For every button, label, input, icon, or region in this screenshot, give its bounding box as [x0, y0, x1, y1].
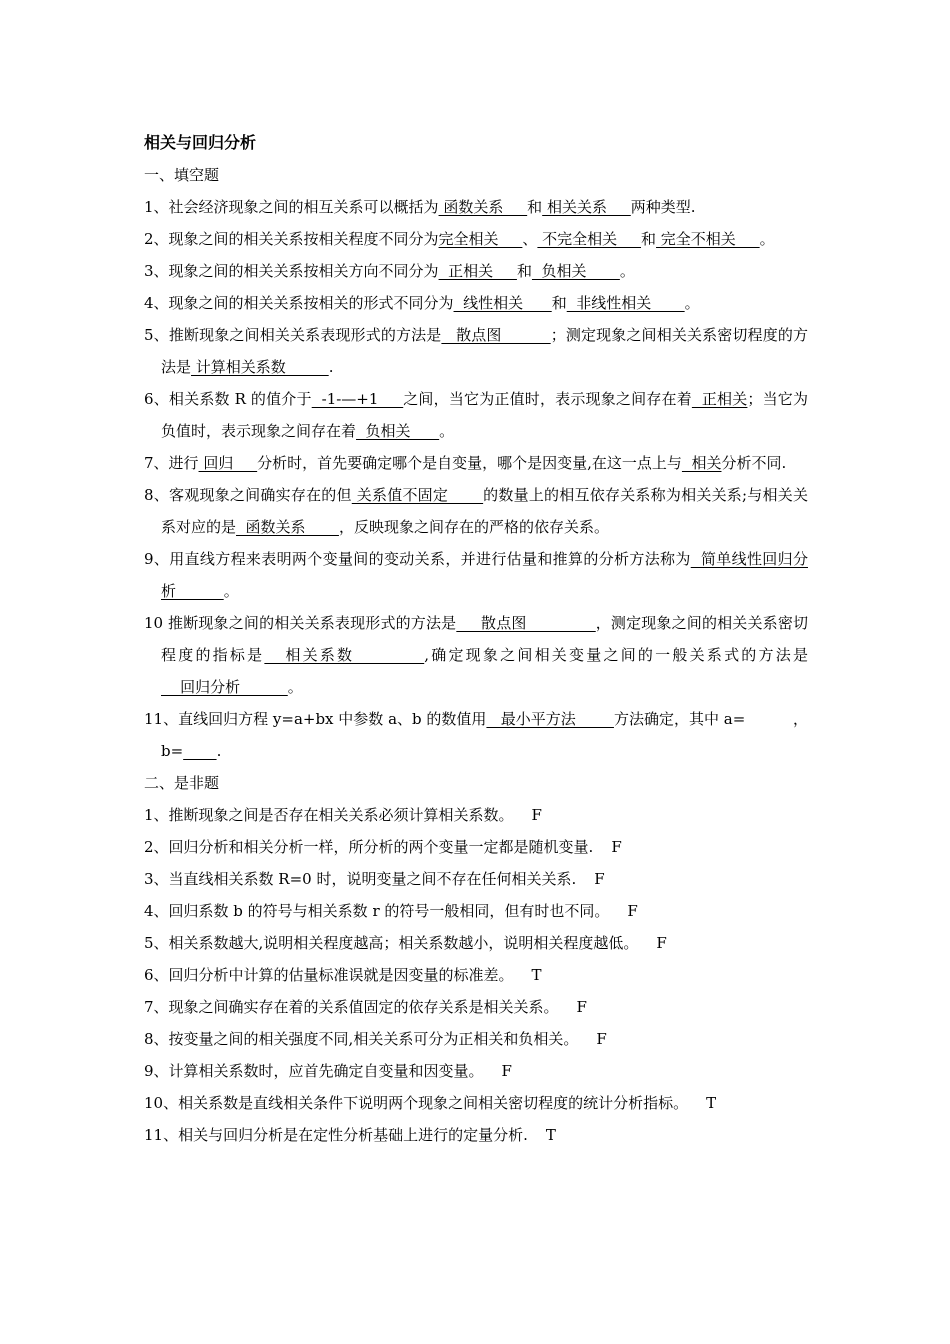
- question-text: 1、推断现象之间是否存在相关关系必须计算相关系数。: [144, 806, 514, 824]
- answer-blank: 正相关: [691, 390, 748, 408]
- tf-answer: T: [545, 1126, 556, 1144]
- question-text: 8、按变量之间的相关强度不同,相关关系可分为正相关和负相关。: [144, 1030, 579, 1048]
- tf-question-5: [144, 927, 808, 959]
- answer-blank: 计算相关系数: [191, 358, 329, 376]
- question-text: 。: [287, 678, 303, 696]
- tf-answer: F: [576, 998, 587, 1016]
- fill-question-6: [144, 383, 808, 447]
- answer-blank: 线性相关: [453, 294, 552, 312]
- question-text: 9、用直线方程来表明两个变量间的变动关系，并进行估量和推算的分析方法称为: [144, 550, 691, 568]
- question-text: 2、回归分析和相关分析一样，所分析的两个变量一定都是随机变量.: [144, 838, 594, 856]
- tf-question-11: [144, 1119, 808, 1151]
- question-text: ，测定现象之间的相关关系密切程度的指标是: [161, 614, 808, 664]
- fill-question-11: [144, 703, 808, 767]
- answer-blank: 非线性相关: [566, 294, 685, 312]
- question-text: 两种类型.: [630, 198, 696, 216]
- fill-question-7: [144, 447, 808, 479]
- question-text: ；测定现象之间相关关系密切程度的方法是: [161, 326, 808, 376]
- question-text: 之间，当它为正值时，表示现象之间存在着: [403, 390, 692, 408]
- question-text: 和: [527, 198, 543, 216]
- tf-question-3: [144, 863, 808, 895]
- tf-answer: F: [611, 838, 622, 856]
- question-text: 3、当直线相关系数 R=0 时，说明变量之间不存在任何相关关系.: [144, 870, 577, 888]
- tf-answer: F: [627, 902, 638, 920]
- answer-blank: 负相关: [356, 422, 440, 440]
- tf-answer: T: [531, 966, 542, 984]
- question-text: 和: [516, 262, 532, 280]
- question-text: 分析时，首先要确定哪个是自变量，哪个是因变量,在这一点上与: [257, 454, 682, 472]
- document-title: 相关与回归分析: [144, 133, 257, 152]
- question-text: 分析不同.: [721, 454, 787, 472]
- question-text: 11、直线回归方程 y=a+bx 中参数 a、b 的数值用: [144, 710, 487, 728]
- tf-question-8: [144, 1023, 808, 1055]
- question-text: .: [328, 358, 334, 376]
- answer-blank: 回归: [198, 454, 258, 472]
- question-text: 10、相关系数是直线相关条件下说明两个现象之间相关密切程度的统计分析指标。: [144, 1094, 689, 1112]
- question-text: 6、相关系数 R 的值介于: [144, 390, 312, 408]
- tf-answer: T: [706, 1094, 717, 1112]
- answer-blank: 相关关系: [542, 198, 631, 216]
- question-text: ，反映现象之间存在的严格的依存关系。: [338, 518, 609, 536]
- fill-question-8: [144, 479, 808, 543]
- question-text: 3、现象之间的相关关系按相关方向不同分为: [144, 262, 439, 280]
- answer-blank: 函数关系: [438, 198, 528, 216]
- question-text: 6、回归分析中计算的估量标准误就是因变量的标准差。: [144, 966, 514, 984]
- question-text: ,确定现象之间相关变量之间的一般关系式的方法是: [424, 646, 808, 664]
- answer-blank: 回归分析: [161, 678, 288, 696]
- question-text: 。: [619, 262, 635, 280]
- answer-blank: 正相关: [438, 262, 517, 280]
- fill-question-5: [144, 319, 808, 383]
- answer-blank: 相关: [681, 454, 722, 472]
- tf-answer: F: [656, 934, 667, 952]
- answer-blank: 最小平方法: [486, 710, 614, 728]
- tf-question-9: [144, 1055, 808, 1087]
- answer-blank: -1-—+1: [311, 390, 404, 408]
- tf-question-10: [144, 1087, 808, 1119]
- question-text: 7、现象之间确实存在着的关系值固定的依存关系是相关关系。: [144, 998, 559, 1016]
- question-text: 和: [551, 294, 567, 312]
- document-page: [144, 127, 808, 1151]
- answer-blank: [183, 742, 216, 760]
- answer-blank: 散点图: [441, 326, 551, 344]
- fill-question-2: [144, 223, 808, 255]
- tf-question-2: [144, 831, 808, 863]
- fill-question-10: [144, 607, 808, 703]
- true-false-list: [144, 799, 808, 1151]
- question-text: 11、相关与回归分析是在定性分析基础上进行的定量分析.: [144, 1126, 528, 1144]
- tf-answer: F: [594, 870, 605, 888]
- tf-question-4: [144, 895, 808, 927]
- question-text: 。: [684, 294, 700, 312]
- question-text: 4、回归系数 b 的符号与相关系数 r 的符号一般相同，但有时也不同。: [144, 902, 610, 920]
- question-text: 10 推断现象之间的相关关系表现形式的方法是: [144, 614, 457, 632]
- tf-question-1: [144, 799, 808, 831]
- question-text: 。: [223, 582, 239, 600]
- fill-question-3: [144, 255, 808, 287]
- question-text: 1、社会经济现象之间的相互关系可以概括为: [144, 198, 439, 216]
- question-text: 5、推断现象之间相关关系表现形式的方法是: [144, 326, 442, 344]
- answer-blank: 不完全相关: [537, 230, 642, 248]
- question-text: ；当它为负值时，表示现象之间存在着: [161, 390, 809, 440]
- tf-question-7: [144, 991, 808, 1023]
- question-text: 5、相关系数越大,说明相关程度越高；相关系数越小，说明相关程度越低。: [144, 934, 639, 952]
- tf-section-header: 二、是非题: [144, 774, 220, 792]
- question-text: 。: [439, 422, 455, 440]
- answer-blank: 相关系数: [264, 646, 425, 664]
- question-text: 的数量上的相互依存关系称为相关关系;与相关关系对应的是: [161, 486, 808, 536]
- fill-section-header: 一、填空题: [144, 166, 220, 184]
- answer-blank: 关系值不固定: [351, 486, 484, 504]
- question-text: 2、现象之间的相关关系按相关程度不同分为: [144, 230, 439, 248]
- answer-blank: 负相关: [531, 262, 620, 280]
- question-text: 9、计算相关系数时，应首先确定自变量和因变量。: [144, 1062, 484, 1080]
- fill-question-4: [144, 287, 808, 319]
- answer-blank: 散点图: [456, 614, 596, 632]
- question-text: 7、进行: [144, 454, 199, 472]
- tf-question-6: [144, 959, 808, 991]
- fill-question-1: [144, 191, 808, 223]
- tf-answer: F: [596, 1030, 607, 1048]
- question-text: 方法确定，其中 a= ，b=: [161, 710, 808, 760]
- answer-blank: 简单线性回归分析: [161, 550, 808, 600]
- answer-blank: 函数关系: [236, 518, 339, 536]
- fill-question-9: [144, 543, 808, 607]
- question-text: 和: [641, 230, 657, 248]
- question-text: 、: [522, 230, 538, 248]
- question-text: 8、客观现象之间确实存在的但: [144, 486, 352, 504]
- tf-answer: F: [501, 1062, 512, 1080]
- answer-blank: 完全不相关: [656, 230, 760, 248]
- answer-blank: 完全相关: [438, 230, 523, 248]
- question-text: 4、现象之间的相关关系按相关的形式不同分为: [144, 294, 454, 312]
- tf-answer: F: [531, 806, 542, 824]
- question-text: .: [216, 742, 222, 760]
- question-text: 。: [759, 230, 775, 248]
